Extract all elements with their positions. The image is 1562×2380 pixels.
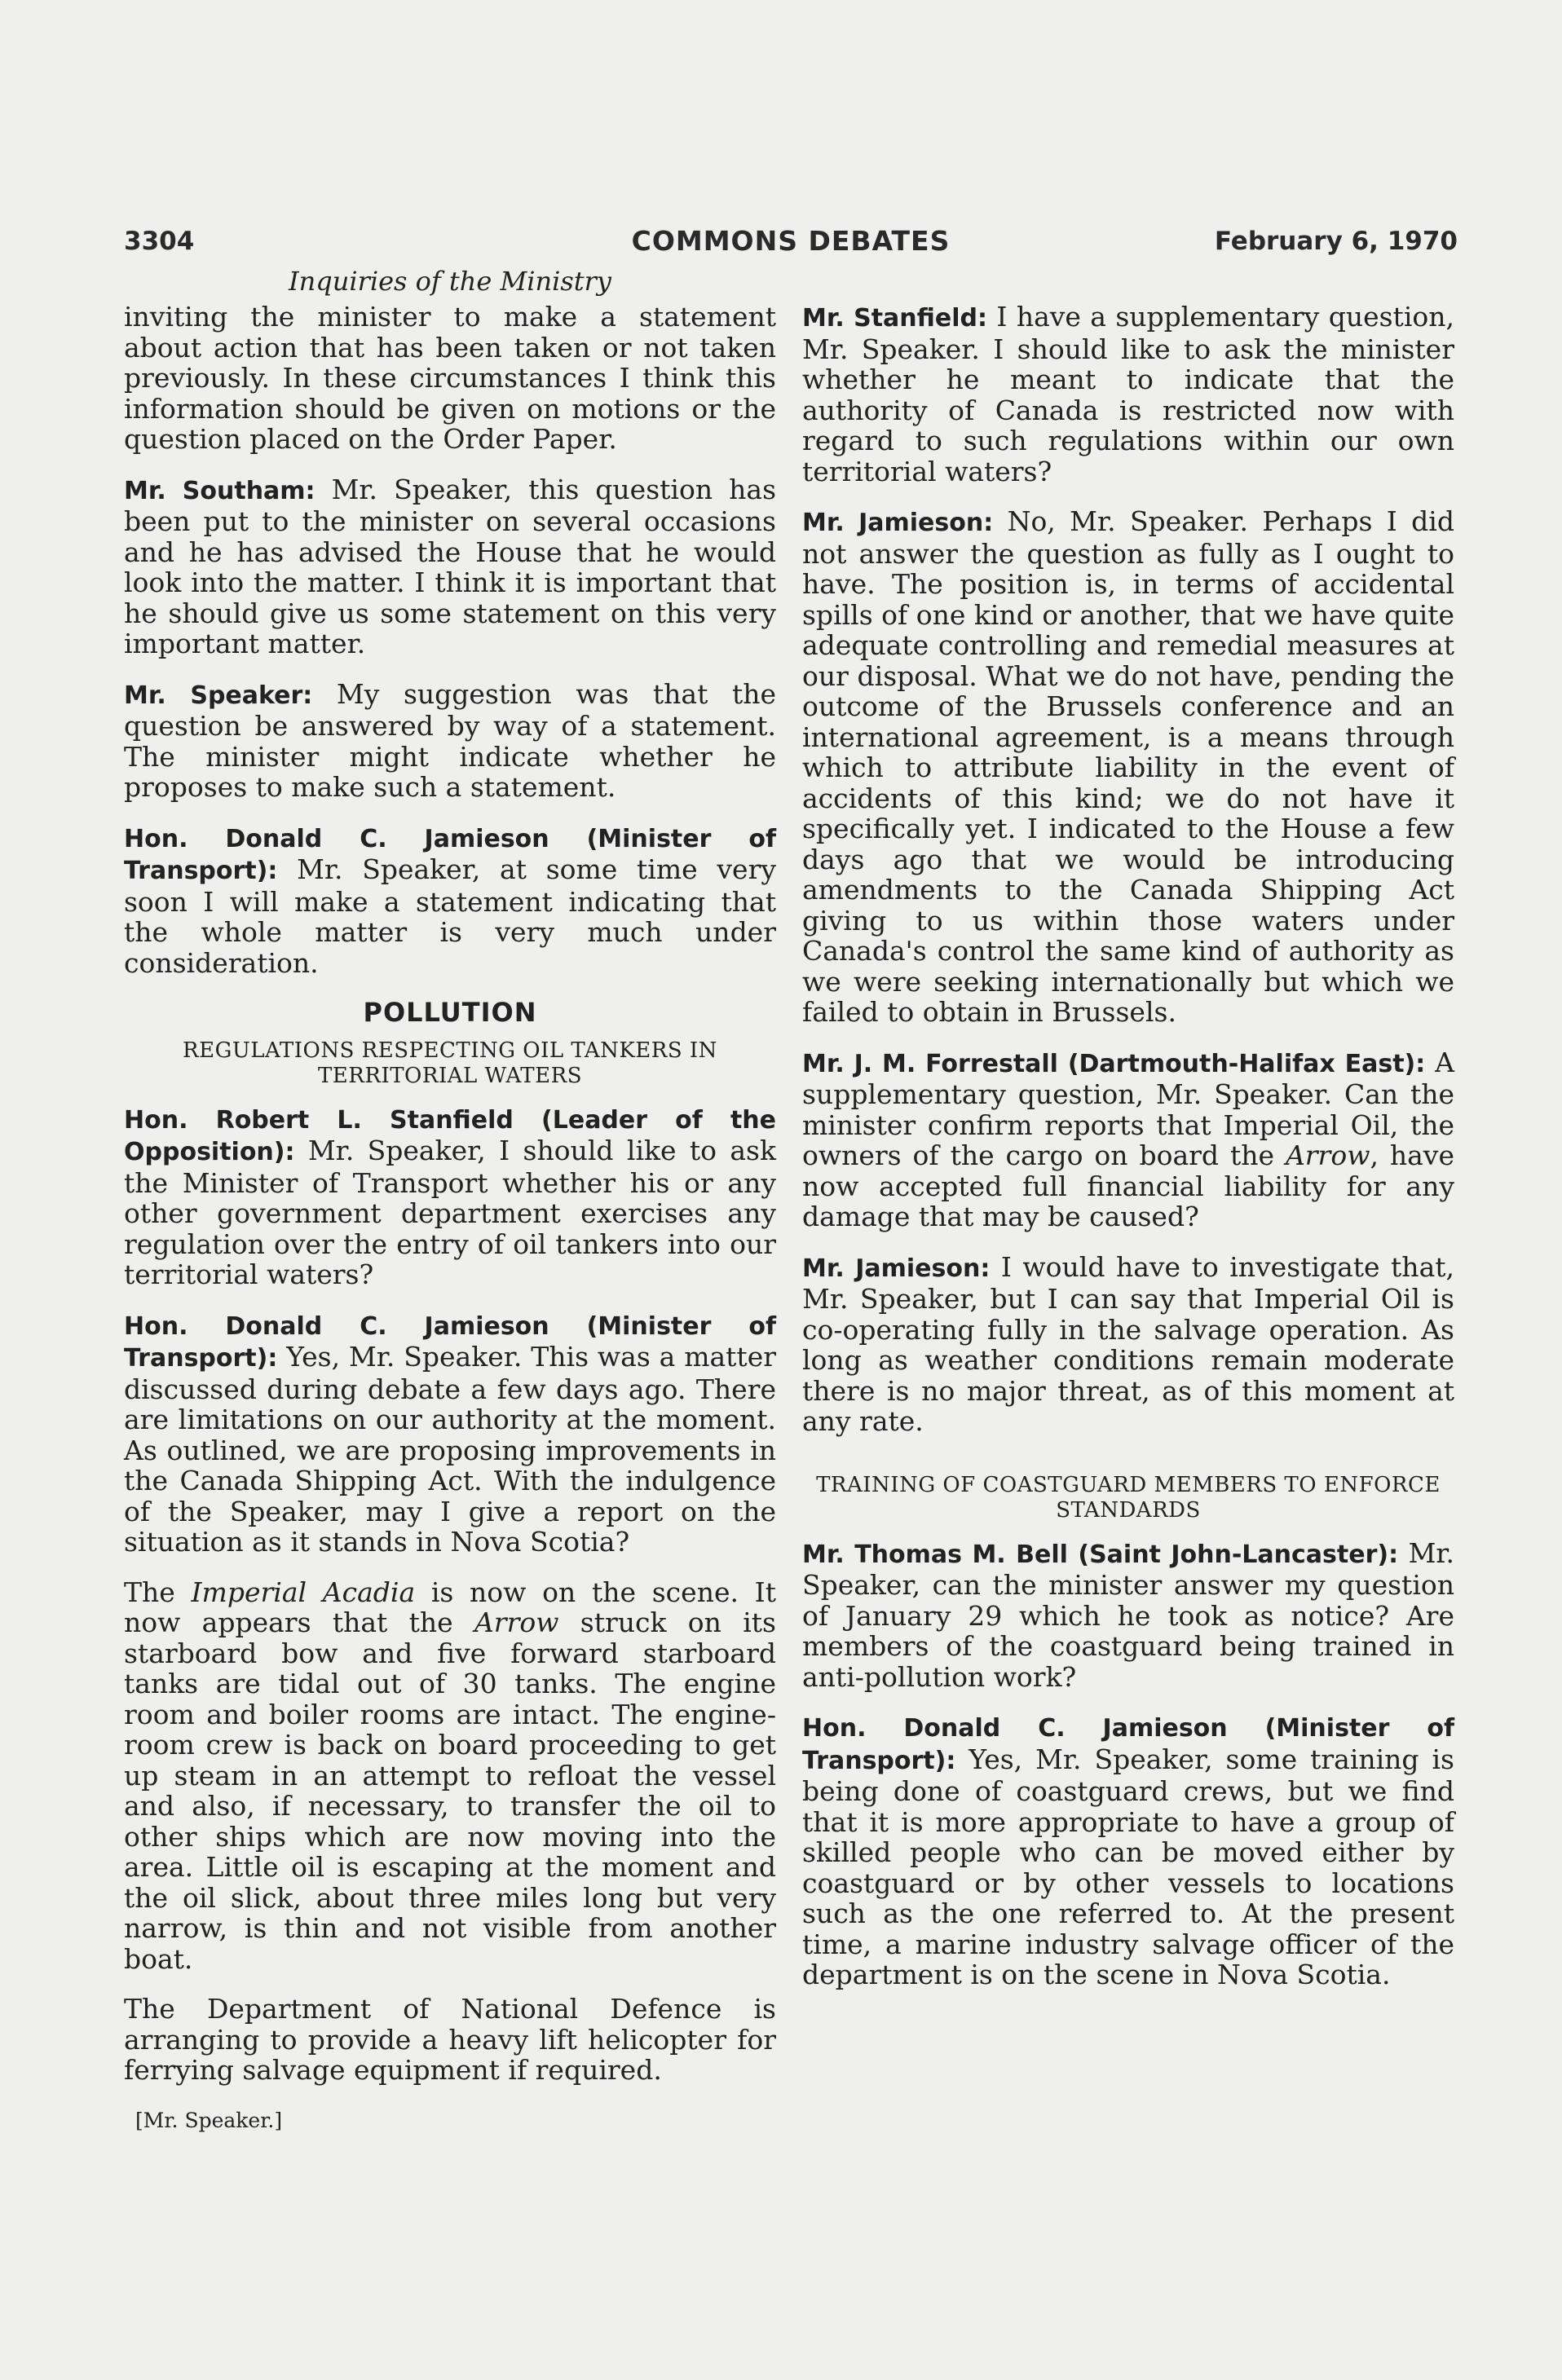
subsection-heading: TRAINING OF COASTGUARD MEMBERS TO ENFORCE STANDARDS (816, 1472, 1441, 1523)
paragraph (124, 1104, 776, 1290)
speaker-name: Mr. Thomas M. Bell (Saint John-Lancaster): (802, 1540, 1399, 1569)
speech-text: struck on its starboard bow and five forward starboard tanks are tidal out of 30 tanks. The engine room and boiler rooms are intact. The engine-room crew is back on board proceeding to get up steam in an attempt to refloat the vessel and also, if necessary, to transfer the oil to other ships which are now moving into the area. Little oil is escaping at the moment and the oil slick, about three miles long but very narrow, is thin and not visible from another boat. (124, 1606, 776, 1975)
speaker-name: Mr. Stanfield: (802, 304, 987, 333)
running-head: Inquiries of the Ministry (289, 266, 611, 297)
paragraph (124, 822, 776, 979)
speaker-name: Mr. Southam: (124, 476, 315, 505)
speaker-name: Hon. Donald C. Jamieson (Minister of Transport): (124, 1311, 776, 1373)
speech-text: Yes, Mr. Speaker. This was a matter discussed during debate a few days ago. There are limitations on our authority at the moment. As outlined, we are proposing improvements in the Canada Shipping Act. With the indulgence of the Speaker, may I give a report on the situation as it stands in Nova Scotia? (124, 1341, 776, 1558)
ship-name: Imperial Acadia (191, 1576, 416, 1608)
speaker-name: Hon. Donald C. Jamieson (Minister of Transport): (124, 824, 776, 885)
speaker-name: Mr. Jamieson: (802, 1254, 991, 1283)
publication-title: COMMONS DEBATES (631, 225, 951, 257)
paragraph (802, 506, 1454, 1028)
paragraph (124, 1577, 776, 1975)
page-date: February 6, 1970 (1214, 227, 1458, 256)
paragraph (802, 1252, 1454, 1437)
page-number: 3304 (124, 227, 195, 256)
paragraph: inviting the minister to make a statement about action that has been taken or not taken previously. In these circumstances I think this information should be given on motions or the question placed on the Order Paper. (124, 301, 776, 455)
speech-text: Mr. Speaker, at some time very soon I will make a statement indicating that the whole matter is very much under consideration. (124, 853, 776, 979)
speaker-name: Mr. Speaker: (124, 681, 313, 710)
speech-text: No, Mr. Speaker. Perhaps I did not answer the question as fully as I ought to have. The position is, in terms of accidental spills of one kind or another, that we have quite adequate controlling and remedial measures at our disposal. What we do not have, pending the outcome of the Brussels conference and an international agreement, is a means through which to attribute liability in the event of accidents of this kind; we do not have it specifically yet. I indicated to the House a few days ago that we would be introducing amendments to the Canada Shipping Act giving to us within those waters under Canada's control the same kind of authority as we were seeking internationally but which we failed to obtain in Brussels. (802, 505, 1454, 1028)
page-header (124, 222, 1458, 262)
speaker-footer: [Mr. Speaker.] (135, 2108, 283, 2132)
ship-name: Arrow (1285, 1139, 1370, 1171)
speech-text: Mr. Speaker, can the minister answer my question of January 29 which he took as notice? Are members of the coastguard being trained in anti-pollution work? (802, 1536, 1454, 1693)
speech-text: I would have to investigate that, Mr. Speaker, but I can say that Imperial Oil is co-operating fully in the salvage operation. As long as weather conditions remain moderate there is no major threat, as of this moment at any rate. (802, 1250, 1454, 1437)
speech-text: The (124, 1576, 192, 1608)
speech-text: Yes, Mr. Speaker, some training is being done of coastguard crews, but we find that it is more appropriate to have a group of skilled people who can be moved either by coastguard or by other vessels to locations such as the one referred to. At the present time, a marine industry salvage officer of the department is on the scene in Nova Scotia. (802, 1743, 1454, 1990)
left-column (124, 302, 776, 2135)
section-heading: POLLUTION (363, 997, 537, 1028)
paragraph (802, 302, 1454, 487)
speech-text: , have now accepted full financial liability for any damage that may be caused? (802, 1139, 1454, 1232)
paragraph (802, 1712, 1454, 1990)
speaker-name: Hon. Robert L. Stanfield (Leader of the Opposition): (124, 1105, 776, 1166)
speech-text: I have a supplementary question, Mr. Speaker. I should like to ask the minister whether he meant to indicate that the authority of Canada is restricted now with regard to such regulations within our own territorial waters? (802, 301, 1454, 487)
speech-text: Mr. Speaker, I should like to ask the Minister of Transport whether his or any other government department exercises any regulation over the entry of oil tankers into our territorial waters? (124, 1135, 776, 1290)
speech-text: My suggestion was that the question be answered by way of a statement. The minister might indicate whether he proposes to make such a statement. (124, 677, 776, 803)
ship-name: Arrow (474, 1606, 559, 1638)
paragraph: The Department of National Defence is arranging to provide a heavy lift helicopter for ferrying salvage equipment if required. (124, 1993, 776, 2086)
speech-text: A supplementary question, Mr. Speaker. Can the minister confirm reports that Imperial Oil, the owners of the cargo on board the (802, 1046, 1454, 1171)
speech-text: is now on the scene. It now appears that the (124, 1576, 776, 1638)
right-column (802, 302, 1454, 2010)
paragraph (124, 1310, 776, 1558)
subsection-heading: REGULATIONS RESPECTING OIL TANKERS IN TERRITORIAL WATERS (183, 1038, 717, 1088)
speaker-name: Hon. Donald C. Jamieson (Minister of Transport): (802, 1714, 1454, 1775)
speaker-name: Mr. J. M. Forrestall (Dartmouth-Halifax East): (802, 1049, 1426, 1078)
paragraph (802, 1538, 1454, 1693)
speaker-name: Mr. Jamieson: (802, 509, 994, 537)
paragraph (802, 1047, 1454, 1232)
paragraph (124, 474, 776, 659)
speech-text: Mr. Speaker, this question has been put to the minister on several occasions and he has advised the House that he would look into the matter. I think it is important that he should give us some statement on this very important matter. (124, 473, 776, 659)
paragraph (124, 679, 776, 803)
